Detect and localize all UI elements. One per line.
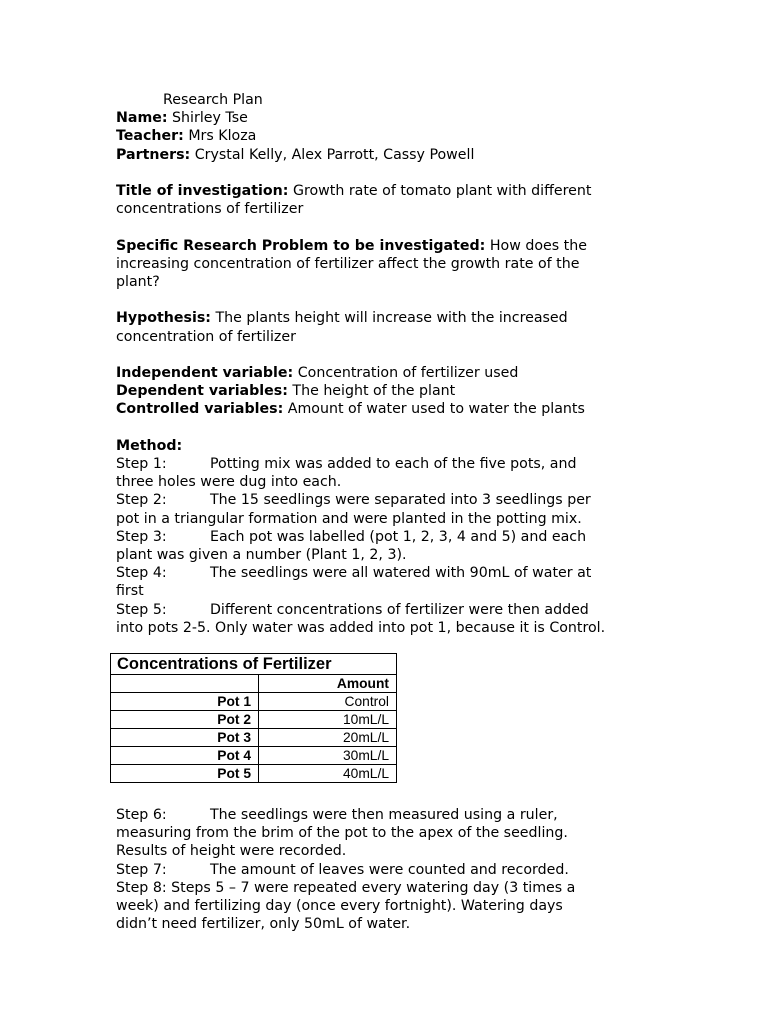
hypothesis-text: The plants height will increase with the increased — [215, 310, 568, 327]
pot-cell: Pot 4 — [111, 747, 259, 765]
hypothesis-line — [116, 309, 676, 327]
title-investigation-text: Growth rate of tomato plant with different — [292, 183, 592, 199]
amount-cell: 10mL/L — [259, 711, 397, 729]
teacher-label: Teacher: — [116, 128, 184, 145]
problem-text: How does the — [489, 237, 587, 254]
step-number: Step 2: — [116, 492, 167, 509]
step-number: Step 3: — [116, 528, 167, 545]
step-7 — [116, 861, 676, 879]
pot-cell: Pot 2 — [111, 711, 259, 729]
step-5 — [116, 601, 676, 619]
step-text: Each pot was labelled (pot 1, 2, 3, 4 and 5) and each — [210, 528, 587, 545]
step-text: The seedlings were all watered with 90mL of water at — [210, 565, 592, 582]
step-4 — [116, 564, 676, 582]
step-text: Potting mix was added to each of the five pots, and — [210, 455, 577, 472]
step-text: The amount of leaves were counted and recorded. — [210, 861, 569, 878]
step-2-cont: pot in a triangular formation and were planted in the potting mix. — [116, 510, 582, 527]
document-body-continued — [116, 806, 676, 933]
step-6-cont-2: Results of height were recorded. — [116, 843, 347, 860]
name-line — [116, 109, 676, 127]
step-3-cont: plant was given a number (Plant 1, 2, 3). — [116, 547, 407, 563]
concentrations-table — [110, 653, 397, 783]
step-text: The seedlings were then measured using a ruler, — [210, 807, 558, 823]
step-2 — [116, 491, 676, 509]
controlled-label: Controlled variables: — [116, 401, 284, 418]
step-number: Step 4: — [116, 565, 167, 582]
partners-line — [116, 146, 676, 164]
problem-cont-1: increasing concentration of fertilizer affect the growth rate of the — [116, 255, 580, 272]
independent-line — [116, 364, 676, 382]
step-text: The 15 seedlings were separated into 3 seedlings per — [210, 492, 591, 509]
step-1-cont: three holes were dug into each. — [116, 474, 342, 491]
step-8-cont-2: didn’t need fertilizer, only 50mL of water. — [116, 916, 411, 933]
title-investigation-line — [116, 182, 676, 200]
step-4-cont: first — [116, 583, 144, 600]
document-body — [116, 91, 676, 637]
hypothesis-label: Hypothesis: — [116, 310, 211, 327]
problem-cont-2: plant? — [116, 274, 160, 290]
independent-label: Independent variable: — [116, 364, 294, 381]
step-8-cont-1: week) and fertilizing day (once every fortnight). Watering days — [116, 898, 563, 915]
pot-cell: Pot 1 — [111, 693, 259, 711]
amount-cell: Control — [259, 693, 397, 711]
problem-line — [116, 237, 676, 255]
step-text: Different concentrations of fertilizer were then added — [210, 601, 589, 618]
method-heading: Method: — [116, 437, 183, 454]
dependent-line — [116, 382, 676, 400]
independent-value: Concentration of fertilizer used — [297, 364, 519, 381]
amount-cell: 20mL/L — [259, 729, 397, 747]
page-title: Research Plan — [163, 92, 263, 108]
title-investigation-cont: concentrations of fertilizer — [116, 201, 304, 218]
table-row — [111, 765, 397, 783]
dependent-value: The height of the plant — [292, 383, 456, 400]
table-header-amount: Amount — [259, 675, 397, 693]
pot-cell: Pot 3 — [111, 729, 259, 747]
hypothesis-cont: concentration of fertilizer — [116, 328, 296, 345]
controlled-line — [116, 400, 676, 418]
partners-value: Crystal Kelly, Alex Parrott, Cassy Powell — [194, 146, 475, 163]
step-6 — [116, 806, 676, 824]
step-3 — [116, 528, 676, 546]
problem-label: Specific Research Problem to be investigated: — [116, 237, 486, 254]
step-number: Step 1: — [116, 455, 167, 472]
table-title: Concentrations of Fertilizer — [111, 654, 397, 675]
teacher-value: Mrs Kloza — [188, 128, 257, 145]
amount-cell: 40mL/L — [259, 765, 397, 783]
step-number: Step 7: — [116, 861, 167, 878]
table-header-empty — [111, 675, 259, 693]
dependent-label: Dependent variables: — [116, 383, 288, 400]
step-number: Step 6: — [116, 807, 167, 823]
teacher-line — [116, 127, 676, 145]
controlled-value: Amount of water used to water the plants — [287, 401, 585, 418]
table-row — [111, 711, 397, 729]
table-row — [111, 693, 397, 711]
title-investigation-label: Title of investigation: — [116, 183, 289, 199]
step-1 — [116, 455, 676, 473]
table-row — [111, 729, 397, 747]
partners-label: Partners: — [116, 146, 191, 163]
step-8: Step 8: Steps 5 – 7 were repeated every watering day (3 times a — [116, 879, 576, 896]
table-row — [111, 747, 397, 765]
name-value: Shirley Tse — [172, 110, 248, 127]
step-number: Step 5: — [116, 601, 167, 618]
pot-cell: Pot 5 — [111, 765, 259, 783]
amount-cell: 30mL/L — [259, 747, 397, 765]
name-label: Name: — [116, 110, 168, 127]
step-5-cont: into pots 2-5. Only water was added into pot 1, because it is Control. — [116, 619, 606, 636]
step-6-cont-1: measuring from the brim of the pot to the apex of the seedling. — [116, 825, 568, 842]
